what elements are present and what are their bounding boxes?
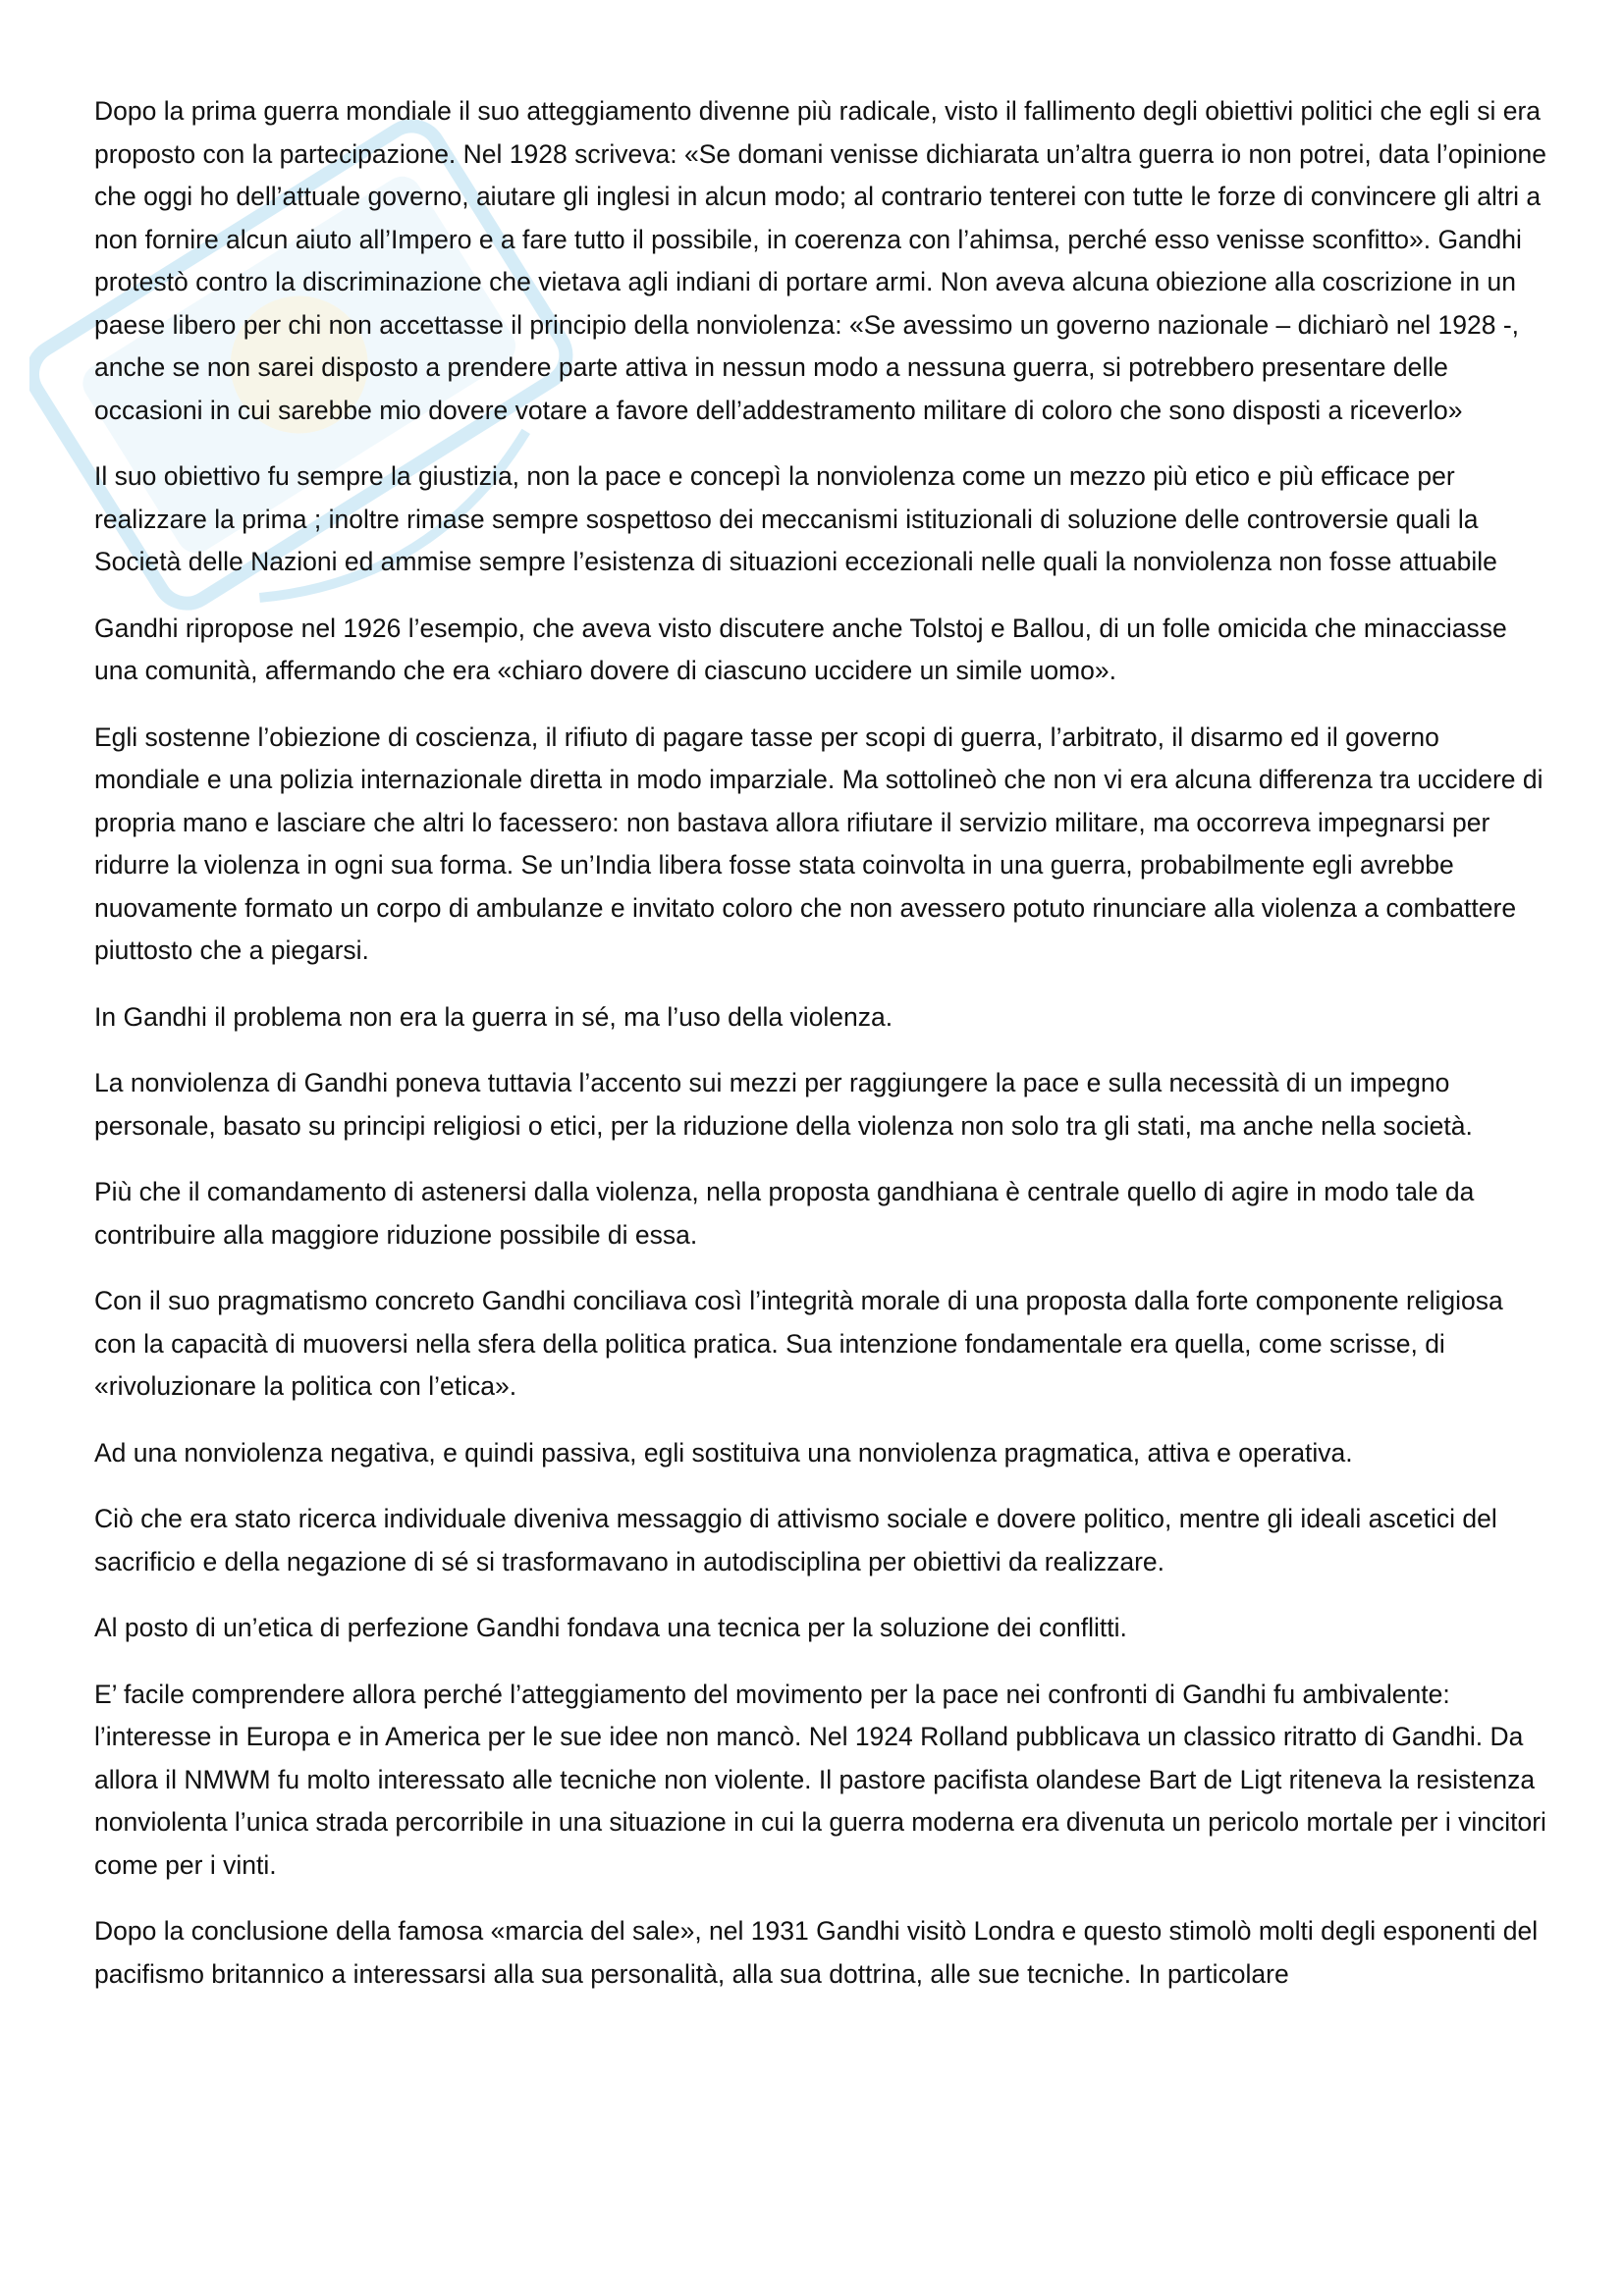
document-page: [94, 90, 1547, 2019]
paragraph: Egli sostenne l’obiezione di coscienza, il rifiuto di pagare tasse per scopi di guerra, l’arbitrato, il disarmo ed il governo mondiale e una polizia internazionale diretta in modo imparziale. Ma sottolineò che non vi era alcuna differenza tra uccidere di propria mano e lasciare che altri lo facessero: non bastava allora rifiutare il servizio militare, ma occorreva impegnarsi per ridurre la violenza in ogni sua forma. Se un’India libera fosse stata coinvolta in una guerra, probabilmente egli avrebbe nuovamente formato un corpo di ambulanze e invitato coloro che non avessero potuto rinunciare alla violenza a combattere piuttosto che a piegarsi.: [94, 721, 1543, 965]
paragraph: In Gandhi il problema non era la guerra in sé, ma l’uso della violenza.: [94, 1001, 893, 1032]
paragraph: Con il suo pragmatismo concreto Gandhi conciliava così l’integrità morale di una proposta dalla forte componente religiosa con la capacità di muoversi nella sfera della politica pratica. Sua intenzione fondamentale era quella, come scrisse, di «rivoluzionare la politica con l’etica».: [94, 1286, 1503, 1401]
paragraph: Ciò che era stato ricerca individuale diveniva messaggio di attivismo sociale e dovere politico, mentre gli ideali ascetici del sacrificio e della negazione di sé si trasformavano in autodisciplina per obiettivi da realizzare.: [94, 1504, 1497, 1576]
paragraph: Al posto di un’etica di perfezione Gandhi fondava una tecnica per la soluzione dei conflitti.: [94, 1613, 1127, 1642]
paragraph: Dopo la prima guerra mondiale il suo atteggiamento divenne più radicale, visto il fallimento degli obiettivi politici che egli si era proposto con la partecipazione. Nel 1928 scriveva: «Se domani venisse dichiarata un’altra guerra io non potrei, data l’opinione che oggi ho dell’attuale governo, aiutare gli inglesi in alcun modo; al contrario tenterei con tutte le forze di convincere gli altri a non fornire alcun aiuto all’Impero e a fare tutto il possibile, in coerenza con l’ahimsa, perché esso venisse sconfitto». Gandhi protestò contro la discriminazione che vietava agli indiani di portare armi. Non aveva alcuna obiezione alla coscrizione in un paese libero per chi non accettasse il principio della nonviolenza: «Se avessimo un governo nazionale – dichiarò nel 1928 -, anche se non sarei disposto a prendere parte attiva in nessun modo a nessuna guerra, si potrebbero presentare delle occasioni in cui sarebbe mio dovere votare a favore dell’addestramento militare di coloro che sono disposti a riceverlo»: [94, 96, 1547, 425]
paragraph: La nonviolenza di Gandhi poneva tuttavia l’accento sui mezzi per raggiungere la pace e sulla necessità di un impegno personale, basato su principi religiosi o etici, per la riduzione della violenza non solo tra gli stati, ma anche nella società.: [94, 1068, 1473, 1141]
paragraph: Il suo obiettivo fu sempre la giustizia, non la pace e concepì la nonviolenza come un mezzo più etico e più efficace per realizzare la prima ; inoltre rimase sempre sospettoso dei meccanismi istituzionali di soluzione delle controversie quali la Società delle Nazioni ed ammise sempre l’esistenza di situazioni eccezionali nelle quali la nonviolenza non fosse attuabile: [94, 461, 1497, 576]
paragraph: Dopo la conclusione della famosa «marcia del sale», nel 1931 Gandhi visitò Londra e questo stimolò molti degli esponenti del pacifismo britannico a interessarsi alla sua personalità, alla sua dottrina, alle sue tecniche. In particolare: [94, 1916, 1539, 1989]
paragraph: E’ facile comprendere allora perché l’atteggiamento del movimento per la pace nei confronti di Gandhi fu ambivalente: l’interesse in Europa e in America per le sue idee non mancò. Nel 1924 Rolland pubblicava un classico ritratto di Gandhi. Da allora il NMWM fu molto interessato alle tecniche non violente. Il pastore pacifista olandese Bart de Ligt riteneva la resistenza nonviolenta l’unica strada percorribile in una situazione in cui la guerra moderna era divenuta un pericolo mortale per i vincitori come per i vinti.: [94, 1679, 1546, 1880]
paragraph: Più che il comandamento di astenersi dalla violenza, nella proposta gandhiana è centrale quello di agire in modo tale da contribuire alla maggiore riduzione possibile di essa.: [94, 1177, 1475, 1250]
paragraph: Gandhi ripropose nel 1926 l’esempio, che aveva visto discutere anche Tolstoj e Ballou, di un folle omicida che minacciasse una comunità, affermando che era «chiaro dovere di ciascuno uccidere un simile uomo».: [94, 613, 1507, 685]
paragraph: Ad una nonviolenza negativa, e quindi passiva, egli sostituiva una nonviolenza pragmatica, attiva e operativa.: [94, 1437, 1353, 1468]
